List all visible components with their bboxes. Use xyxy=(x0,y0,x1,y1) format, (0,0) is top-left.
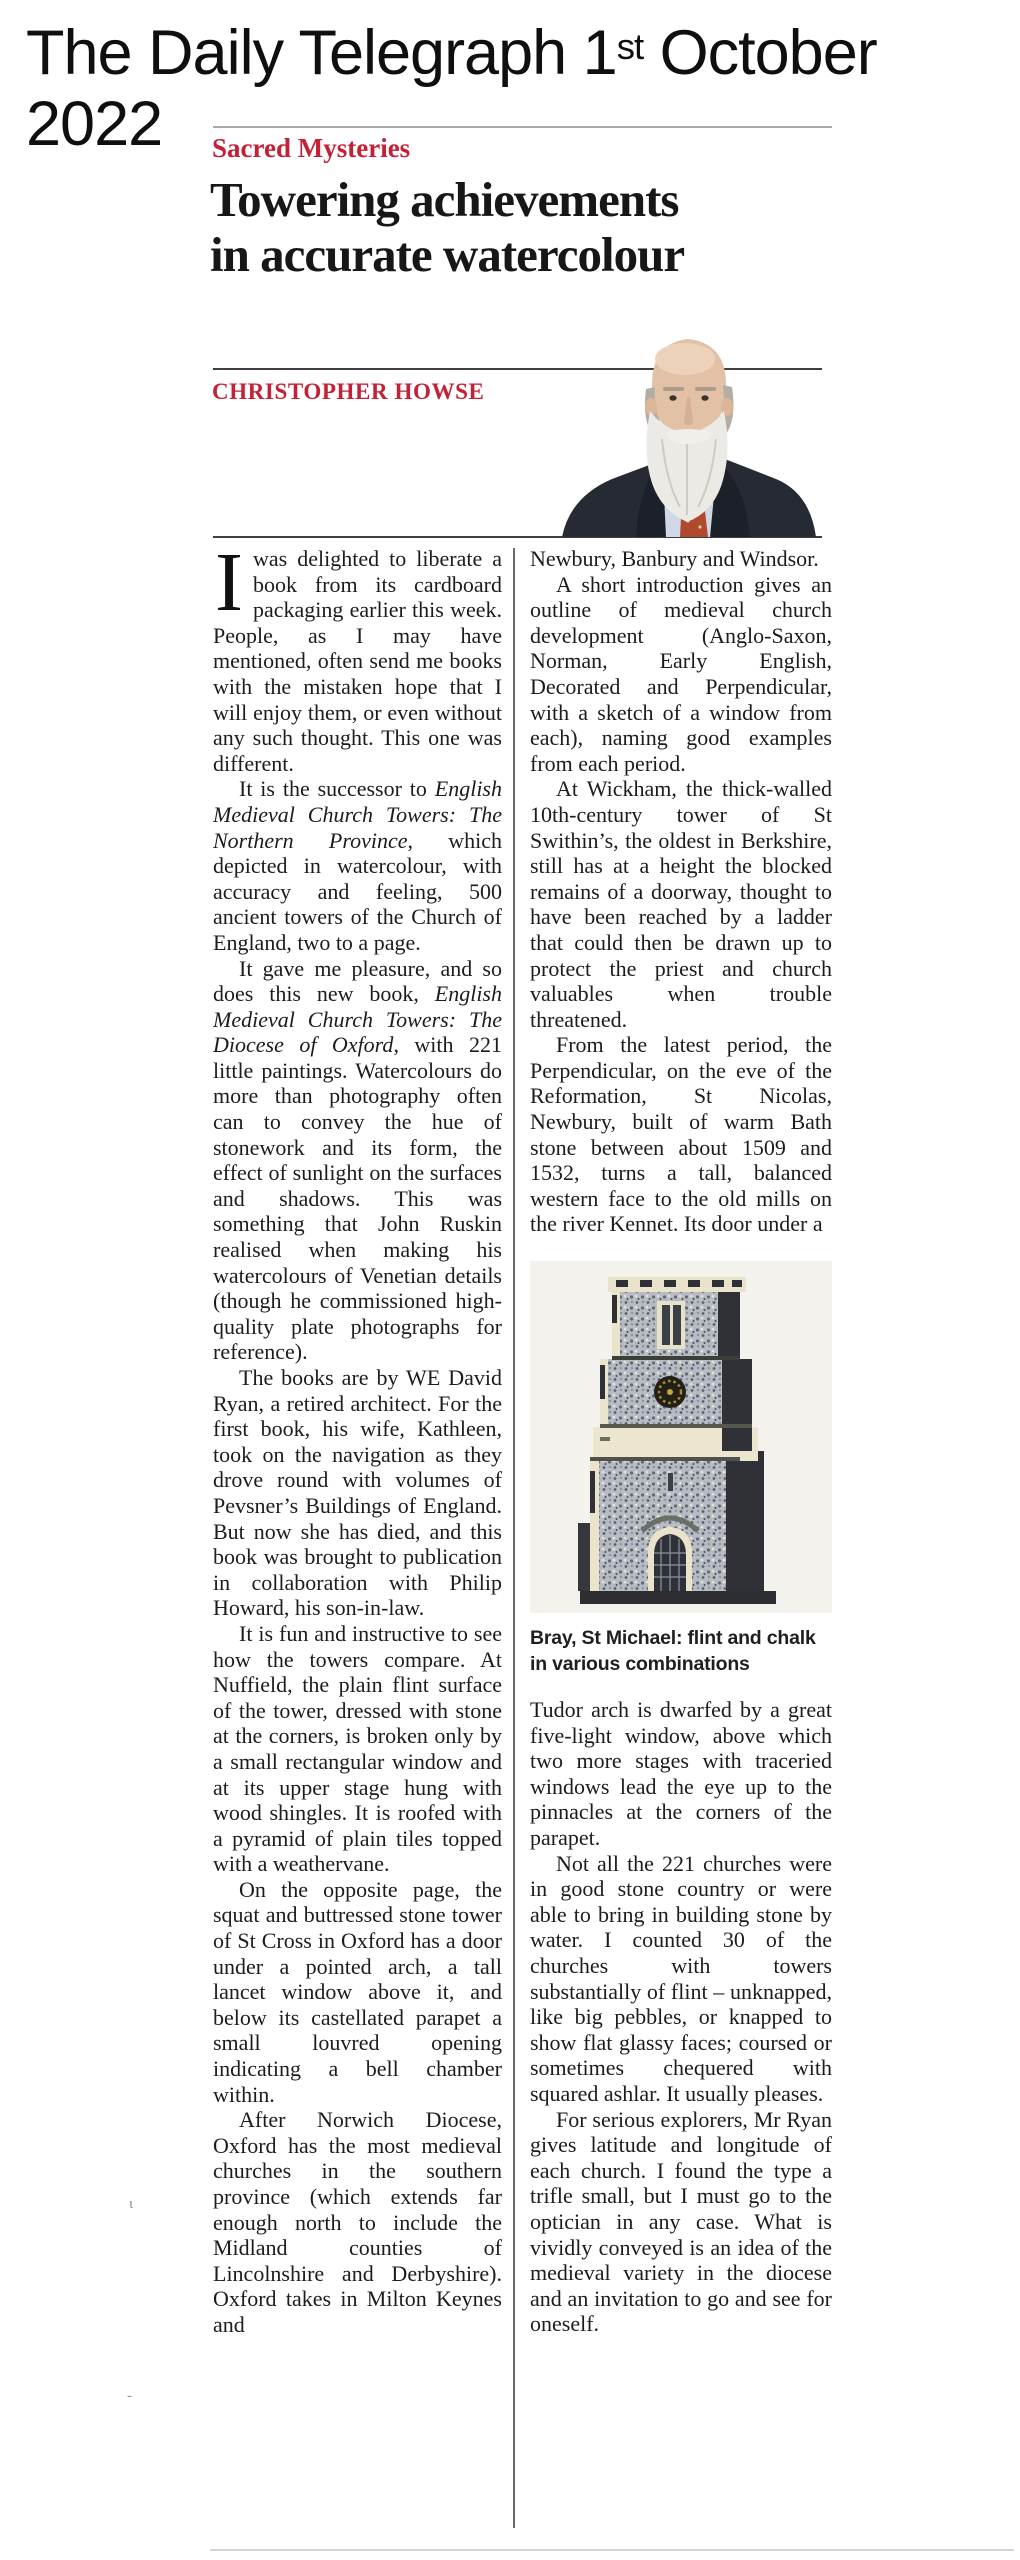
article-paragraph: It is fun and instructive to see how the towers compare. At Nuffield, the plain flint surface of the tower, dressed with stone at the corners, is broken only by a small rectangular window and at its upper stage hung with wood shingles. It is roofed with a pyramid of plain tiles topped with a weathervane. xyxy=(213,1620,502,1877)
article-paragraph: It gave me pleasure, and so does this new book, English Medieval Church Towers: The Diocese of Oxford, with 221 little paintings. Watercolours do more than photography often can to convey the hue of stonework and its form, the effect of sunlight on the surfaces and shadows. This was something that John Ruskin realised when making his watercolours of Venetian details (though he commissioned high-quality plate photographs for reference). xyxy=(213,955,502,1365)
article-paragraph: Iwas delighted to liberate a book from its cardboard packaging earlier this week. People, as I may have mentioned, often send me books with the mistaken hope that I will enjoy them, or even without any such thought. This one was different. xyxy=(213,546,502,776)
article-paragraph: On the opposite page, the squat and buttressed stone tower of St Cross in Oxford has a door under a pointed arch, a tall lancet window above it, and below its castellated parapet a small louvred opening indicating a bell chamber within. xyxy=(213,1876,502,2107)
margin-print-artifact: ι xyxy=(129,2196,134,2212)
margin-print-artifact: - xyxy=(127,2388,132,2404)
kicker-top-rule xyxy=(213,126,832,128)
article-paragraph: It is the successor to English Medieval Church Towers: The Northern Province, which depicted in watercolour, with accuracy and feeling, 500 ancient towers of the Church of England, two to a page. xyxy=(213,776,502,955)
article-paragraph: At Wickham, the thick-walled 10th-century tower of St Swithin’s, the oldest in Berkshire, still has at a height the blocked remains of a doorway, thought to have been reached by a ladder that could then be drawn up to protect the priest and church valuables when trouble threatened. xyxy=(530,776,832,1032)
page-bottom-rule xyxy=(210,2549,1014,2551)
article-headline xyxy=(210,172,850,282)
article-figure xyxy=(530,1261,832,1677)
masthead-date-line xyxy=(26,18,986,159)
figure-caption: Bray, St Michael: flint and chalk in various combinations xyxy=(530,1627,816,1676)
article-paragraph: Not all the 221 churches were in good stone country or were able to bring in building stone by water. I counted 30 of the churches with towers substantially of flint – unknapped, like big pebbles, or knapped to show flat glassy faces; coursed or sometimes chequered with squared ashlar. It usually pleases. xyxy=(530,1850,832,2106)
article-paragraph: The books are by WE David Ryan, a retired architect. For the first book, his wife, Kathleen, took on the navigation as they drove round with volumes of Pevsner’s Buildings of England. But now she has died, and this book was brought to publication in collaboration with Philip Howard, his son-in-law. xyxy=(213,1365,502,1621)
article-paragraph: A short introduction gives an outline of medieval church development (Anglo-Saxon, Norman, Early English, Decorated and Perpendicular, with a sketch of a window from each), naming good examples from each period. xyxy=(530,571,832,776)
masthead-year: 2022 xyxy=(26,89,163,159)
church-tower-watercolour-illustration xyxy=(530,1261,832,1613)
column-divider-rule xyxy=(513,548,515,2528)
author-portrait-photo xyxy=(556,331,822,537)
article-paragraph: Tudor arch is dwarfed by a great five-light window, above which two more stages with traceried windows lead the eye up to the pinnacles at the corners of the parapet. xyxy=(530,1697,832,1850)
ordinal-superscript: st xyxy=(616,25,644,67)
article-paragraph: For serious explorers, Mr Ryan gives latitude and longitude of each church. I found the type a trifle small, but I must go to the optician in any case. What is vividly conveyed is an idea of the medieval variety in the diocese and an invitation to go and see for oneself. xyxy=(530,2106,832,2337)
masthead-text-rest: October xyxy=(643,18,877,88)
headline-line-1: Towering achievements xyxy=(210,172,679,227)
article-paragraph: Newbury, Banbury and Windsor. xyxy=(530,546,819,571)
article-column-left xyxy=(213,546,502,2550)
drop-cap: I xyxy=(215,546,243,629)
byline-author: CHRISTOPHER HOWSE xyxy=(212,379,485,404)
article-paragraph: From the latest period, the Perpendicular, on the eve of the Reformation, St Nicolas, Newbury, built of warm Bath stone between about 1509 and 1532, turns a tall, balanced western face to the old mills on the river Kennet. Its door under a xyxy=(530,1032,832,1237)
article-paragraph: After Norwich Diocese, Oxford has the most medieval churches in the southern province (which extends far enough north to include the Midland counties of Lincolnshire and Derbyshire). Oxford takes in Milton Keynes and xyxy=(213,2107,502,2337)
headline-line-2: in accurate watercolour xyxy=(210,227,685,282)
masthead-text-prefix: The Daily Telegraph 1 xyxy=(26,18,617,88)
column-kicker: Sacred Mysteries xyxy=(212,133,411,163)
article-column-right xyxy=(530,546,832,2550)
